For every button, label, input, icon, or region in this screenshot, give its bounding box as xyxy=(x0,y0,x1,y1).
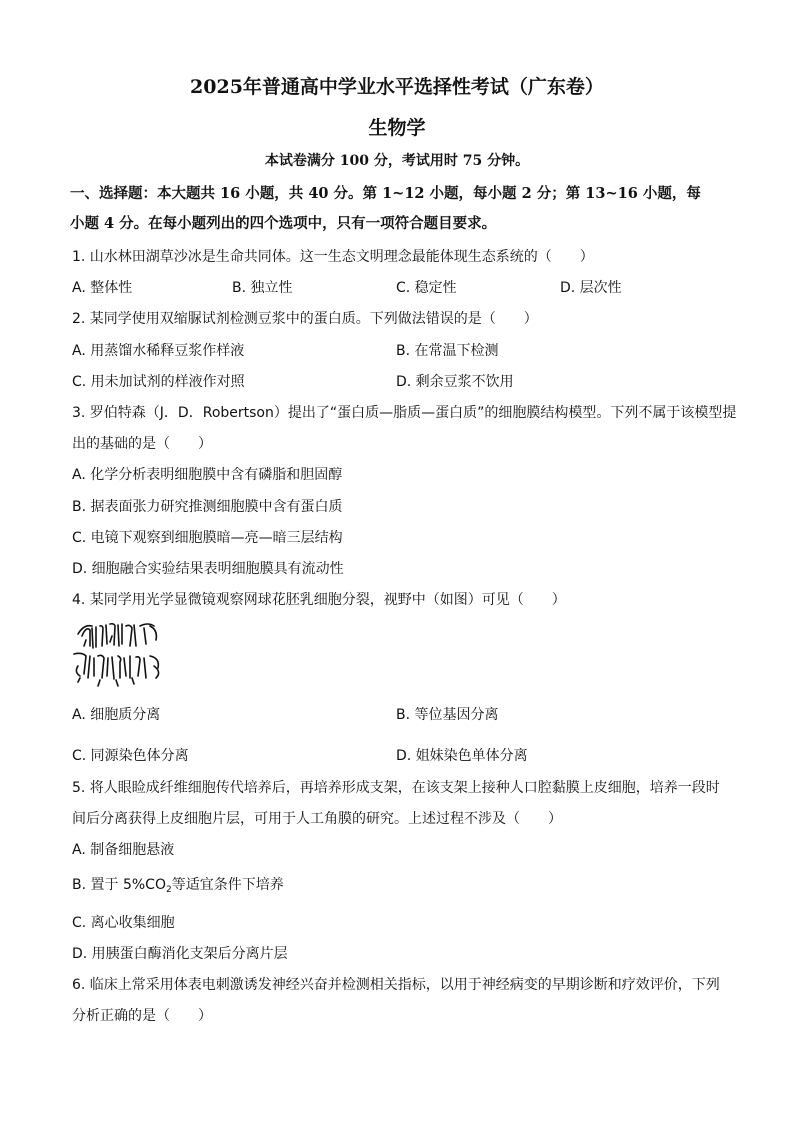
q2-option-c: C. 用未加试剂的样液作对照 xyxy=(72,374,245,390)
section-instructions-line2: 小题 4 分。在每小题列出的四个选项中，只有一项符合题目要求。 xyxy=(70,215,497,232)
q1-option-d: D. 层次性 xyxy=(560,280,622,296)
q5-stem-line2: 间后分离获得上皮细胞片层，可用于人工角膜的研究。上述过程不涉及（ ） xyxy=(72,811,562,827)
q3-stem-line1: 3. 罗伯特森（J．D．Robertson）提出了“蛋白质—脂质—蛋白质”的细胞膜结构模型。下列不属于该模型提 xyxy=(72,405,737,421)
q1-option-c: C. 稳定性 xyxy=(396,280,457,296)
q2-option-d: D. 剩余豆浆不饮用 xyxy=(396,374,514,390)
q5-option-b-text-rest: 等适宜条件下培养 xyxy=(171,877,284,893)
q5-stem-line1: 5. 将人眼睑成纤维细胞传代培养后，再培养形成支架，在该支架上接种人口腔黏膜上皮细胞，培养一段时 xyxy=(72,780,720,796)
q1-stem: 1. 山水林田湖草沙冰是生命共同体。这一生态文明理念最能体现生态系统的（ ） xyxy=(72,249,594,265)
q1-option-a: A. 整体性 xyxy=(72,280,133,296)
q6-stem-line2: 分析正确的是（ ） xyxy=(72,1008,212,1024)
q2-stem: 2. 某同学使用双缩脲试剂检测豆浆中的蛋白质。下列做法错误的是（ ） xyxy=(72,311,538,327)
cell-division-figure xyxy=(70,616,166,690)
q5-option-c: C. 离心收集细胞 xyxy=(72,915,175,931)
q3-stem-line2: 出的基础的是（ ） xyxy=(72,436,212,452)
q3-option-d: D. 细胞融合实验结果表明细胞膜具有流动性 xyxy=(72,561,344,577)
q2-option-a: A. 用蒸馏水稀释豆浆作样液 xyxy=(72,343,245,359)
q1-option-b: B. 独立性 xyxy=(232,280,293,296)
q5-option-b xyxy=(72,874,284,895)
q4-stem: 4. 某同学用光学显微镜观察网球花胚乳细胞分裂，视野中（如图）可见（ ） xyxy=(72,592,566,608)
q5-option-d: D. 用胰蛋白酶消化支架后分离片层 xyxy=(72,946,288,962)
q5-option-b-subscript: 2 xyxy=(165,885,172,895)
q5-option-b-text: B. 置于 5%CO xyxy=(72,877,166,893)
exam-title: 2025年普通高中学业水平选择性考试（广东卷） xyxy=(190,76,604,98)
q5-option-a: A. 制备细胞悬液 xyxy=(72,842,175,858)
q4-option-d: D. 姐妹染色单体分离 xyxy=(396,748,528,764)
q4-option-c: C. 同源染色体分离 xyxy=(72,748,189,764)
q2-option-b: B. 在常温下检测 xyxy=(396,343,499,359)
q4-option-a: A. 细胞质分离 xyxy=(72,707,161,723)
q3-option-c: C. 电镜下观察到细胞膜暗—亮—暗三层结构 xyxy=(72,530,343,546)
subject-title: 生物学 xyxy=(368,117,426,139)
q4-option-b: B. 等位基因分离 xyxy=(396,707,499,723)
q3-option-a: A. 化学分析表明细胞膜中含有磷脂和胆固醇 xyxy=(72,467,343,483)
q6-stem-line1: 6. 临床上常采用体表电刺激诱发神经兴奋并检测相关指标，以用于神经病变的早期诊断和疗效评价，下列 xyxy=(72,977,720,993)
q3-option-b: B. 据表面张力研究推测细胞膜中含有蛋白质 xyxy=(72,499,343,515)
section-instructions-line1: 一、选择题：本大题共 16 小题，共 40 分。第 1~12 小题，每小题 2 分；第 13~16 小题，每 xyxy=(70,185,701,202)
exam-info: 本试卷满分 100 分，考试用时 75 分钟。 xyxy=(264,153,530,169)
